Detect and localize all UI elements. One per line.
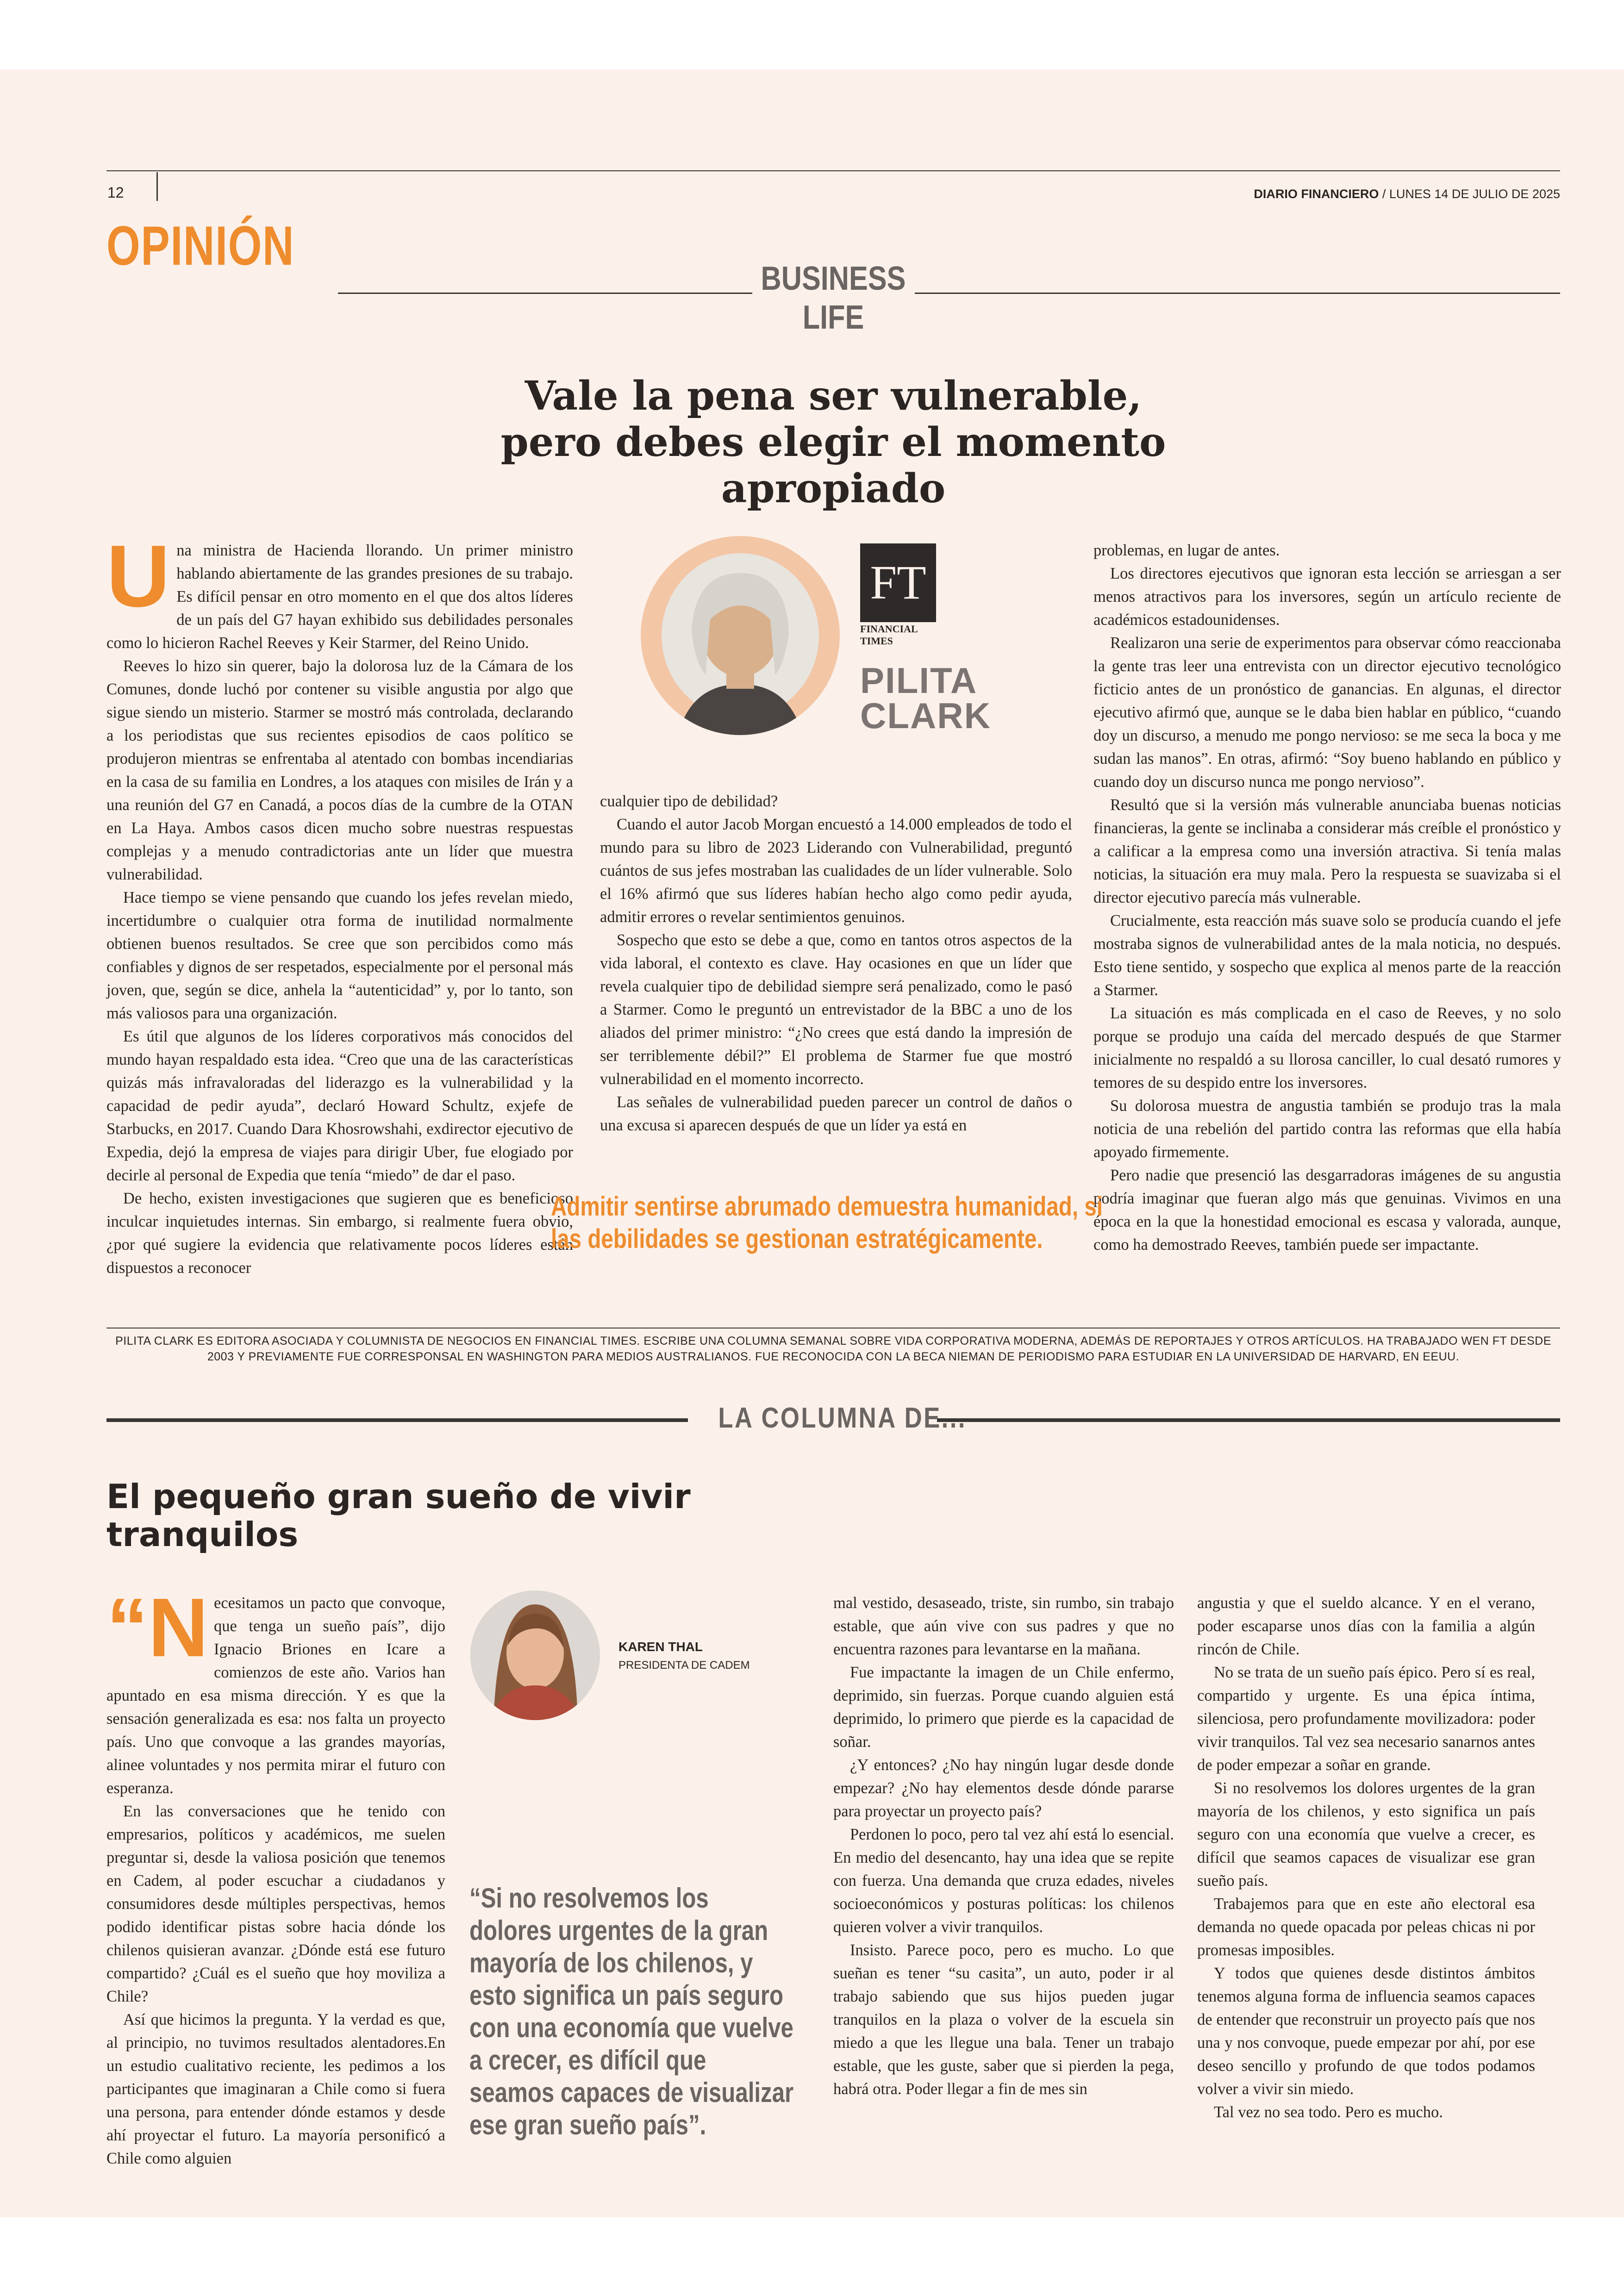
headline-line-2: pero debes elegir el momento <box>500 419 1166 466</box>
columnist-role: PRESIDENTA DE CADEM <box>618 1659 750 1671</box>
paragraph: Fue impactante la imagen de un Chile enfermo, deprimido, sin fuerzas. Porque cuando alguien está deprimido, lo primero que pierde es la capacidad de soñar. <box>833 1664 1174 1751</box>
kicker-line-2: LIFE <box>802 299 864 336</box>
article1-column-2 <box>600 790 1072 1137</box>
article1-column-3 <box>1093 539 1561 1256</box>
paragraph: mal vestido, desaseado, triste, sin rumbo, sin trabajo estable, que aún vive con sus padres y que no encuentra razones para levantarse en la mañana. <box>833 1594 1174 1658</box>
top-rule <box>106 170 1560 171</box>
paragraph: Realizaron una serie de experimentos para observar cómo reaccionaba la gente tras leer una entrevista con un director ejecutivo tecnológico ficticio antes de un pronóstico de ganancias. En algunas, el director ejecutivo afirmó que, aunque se le daba bien hablar en público, “cuando doy un discurso, a menudo me pongo nervioso: se me seca la boca y me sudan las manos”. En otras, afirmó: “Soy bueno hablando en público y cuando doy un discurso nunca me pongo nervioso”. <box>1093 634 1561 791</box>
paragraph: Los directores ejecutivos que ignoran esta lección se arriesgan a ser menos atractivos para los inversores, según un artículo reciente de académicos estadounidenses. <box>1093 565 1561 629</box>
paragraph: Si no resolvemos los dolores urgentes de la gran mayoría de los chilenos, y esto significa un país seguro con una economía que vuelve a crecer, es difícil que seamos capaces de visualizar ese gran sueño país. <box>1197 1779 1535 1890</box>
article2-column-1 <box>106 1581 445 2170</box>
article2-column-3 <box>833 1591 1174 2101</box>
author-photo <box>641 536 840 735</box>
ft-caption-line-1: FINANCIAL <box>860 623 918 635</box>
author-name-line-1: PILITA <box>860 660 978 701</box>
paragraph: na ministra de Hacienda llorando. Un primer ministro hablando abiertamente de las grandes presiones de su trabajo. Es difícil pensar en otro momento en el que dos altos líderes de un país del G7 hayan exhibido sus debilidades personales como lo hicieron Rachel Reeves y Keir Starmer, del Reino Unido. <box>106 542 573 652</box>
paragraph: Así que hicimos la pregunta. Y la verdad es que, al principio, no tuvimos resultados alentadores.En un estudio cualitativo reciente, les pedimos a los participantes que imaginaran a Chile como si fuera una persona, para entender dónde estamos y desde ahí proyectar el futuro. La mayoría personificó a Chile como alguien <box>106 2011 445 2167</box>
masthead <box>912 187 1560 201</box>
bio-line-1: PILITA CLARK ES EDITORA ASOCIADA Y COLUMNISTA DE NEGOCIOS EN FINANCIAL TIMES. ESCRIBE UNA COLUMNA SEMANAL SOBRE VIDA CORPORATIVA MODERNA, ADEMÁS DE REPORTAJES Y OTROS ARTÍCULOS. HA TRABAJADO WEN FT DESDE <box>115 1335 1551 1347</box>
paragraph: Perdonen lo poco, pero tal vez ahí está lo esencial. En medio del desencanto, hay una idea que se repite con fuerza. Una demanda que cruza edades, niveles socioeconómicos y posturas políticas: los chilenos quieren volver a vivir tranquilos. <box>833 1826 1174 1936</box>
paragraph: problemas, en lugar de antes. <box>1093 542 1280 559</box>
columnist-photo <box>470 1590 600 1720</box>
kicker-rule-right <box>915 293 1560 294</box>
column-headline-line-1: El pequeño gran sueño de vivir <box>106 1477 691 1516</box>
paragraph: Sospecho que esto se debe a que, como en tantos otros aspectos de la vida laboral, el contexto es clave. Hay ocasiones en que un líder que revela cualquier tipo de debilidad siempre será penalizado, como le pasó a Starmer. Como le preguntó un entrevistador de la BBC a uno de los aliados del primer ministro: “¿No crees que está dando la impresión de ser terriblemente débil?” El problema de Starmer fue que mostró vulnerabilidad en el momento incorrecto. <box>600 931 1072 1088</box>
columnist-name: KAREN THAL <box>618 1640 703 1654</box>
pull-quote-line-2: las debilidades se gestionan estratégicamente. <box>551 1224 1043 1254</box>
ft-logo-caption <box>860 623 918 647</box>
kicker-line-1: BUSINESS <box>761 260 906 297</box>
author-name-line-2: CLARK <box>860 695 991 736</box>
opening-quote-mark: “ <box>106 1581 148 1674</box>
paragraph: No se trata de un sueño país épico. Pero sí es real, compartido y urgente. Es una épica íntima, silenciosa, pero profundamente movilizadora: poder vivir tranquilos. Tal vez sea necesario sanarnos antes de poder empezar a soñar en grande. <box>1197 1664 1535 1774</box>
kicker-rule-left <box>338 293 752 294</box>
paragraph: Insisto. Parece poco, pero es mucho. Lo que sueñan es tener “su casita”, un auto, poder ir al trabajo sabiendo que sus hijos pueden jugar tranquilos en la plaza o volver de la escuela sin miedo a que les llegue una bala. Tener un trabajo estable, que les guste, saber que si pierden la pega, habrá otra. Poder llegar a fin de mes sin <box>833 1941 1174 2098</box>
folio-divider <box>156 172 158 201</box>
column-pull-quote: “Si no resolvemos los dolores urgentes de la gran mayoría de los chilenos, y esto significa un país seguro con una economía que vuelve a crecer, es difícil que seamos capaces de visualizar ese gran sueño país”. <box>469 1883 794 2140</box>
headline-line-1: Vale la pena ser vulnerable, <box>525 373 1142 419</box>
columnist-portrait-illustration <box>470 1590 600 1720</box>
ft-caption-line-2: TIMES <box>860 635 893 647</box>
masthead-date: / LUNES 14 DE JULIO DE 2025 <box>1379 187 1560 201</box>
paragraph: En las conversaciones que he tenido con empresarios, políticos y académicos, me suelen preguntar si, desde la valiosa posición que tenemos en Cadem, al poder escuchar a ciudadanos y consumidores desde múltiples perspectivas, hemos podido identificar pistas sobre hacia dónde los chilenos quisieran avanzar. ¿Dónde está ese futuro compartido? ¿Cuál es el sueño que hoy moviliza a Chile? <box>106 1802 445 2005</box>
paragraph: Y todos que quienes desde distintos ámbitos tenemos alguna forma de influencia seamos capaces de entender que reconstruir un proyecto país que nos una y nos convoque, puede empezar por ahí, por ese deseo sencillo y profundo de que todos podamos volver a vivir sin miedo. <box>1197 1964 1535 2098</box>
author-name <box>860 660 991 736</box>
paragraph: Pero nadie que presenció las desgarradoras imágenes de su angustia podría imaginar que fueran algo más que genuinas. Vivimos en una época en la que la honestidad emocional es escasa y valorada, aunque, como ha demostrado Reeves, también puede ser impactante. <box>1093 1166 1561 1254</box>
drop-cap-letter: N <box>148 1581 208 1674</box>
column-headline-line-2: tranquilos <box>106 1515 299 1554</box>
paragraph: Su dolorosa muestra de angustia también se produjo tras la mala noticia de una rebelión del partido contra las reformas que ella había apoyado firmemente. <box>1093 1097 1561 1161</box>
paragraph: Reeves lo hizo sin querer, bajo la dolorosa luz de la Cámara de los Comunes, donde luchó por contener su visible angustia por algo que sigue siendo un misterio. Starmer se mostró más controlada, declarando a los periodistas que sus recientes episodios de caos político se produjeron mientras se enfrentaba al atentado con bombas incendiarias en la casa de su familia en Londres, a los ataques con misiles de Irán y a una reunión del G7 en Canadá, a pocos días de la cumbre de la OTAN en La Haya. Ambos casos dicen mucho sobre nuestras respuestas complejas y a menudo contradictorias ante un líder que muestra vulnerabilidad. <box>106 657 573 883</box>
column-rule-right <box>937 1418 1560 1422</box>
kicker <box>755 259 912 337</box>
paragraph: La situación es más complicada en el caso de Reeves, y no solo porque se produjo una caída del mercado después de que Starmer inicialmente no respaldó a su llorosa canciller, lo cual desató rumores y temores de su despido entre los inversores. <box>1093 1004 1561 1091</box>
author-portrait-illustration <box>641 536 840 735</box>
column-rule-left <box>106 1418 688 1422</box>
paragraph: cualquier tipo de debilidad? <box>600 792 778 810</box>
paragraph: ¿Y entonces? ¿No hay ningún lugar desde donde empezar? ¿No hay elementos desde dónde pararse para proyectar un proyecto país? <box>833 1756 1174 1820</box>
bio-line-2: 2003 Y PREVIAMENTE FUE CORRESPONSAL EN WASHINGTON PARA MEDIOS AUSTRALIANOS. FUE RECONOCIDA CON LA BECA NIEMAN DE PERIODISMO PARA ESTUDIAR EN LA UNIVERSIDAD DE HARVARD, EN EEUU. <box>207 1350 1460 1363</box>
section-title: OPINIÓN <box>106 215 295 277</box>
paragraph: angustia y que el sueldo alcance. Y en el verano, poder escaparse unos días con la familia a algún rincón de Chile. <box>1197 1594 1535 1658</box>
paragraph: ecesitamos un pacto que convoque, que tenga un sueño país”, dijo Ignacio Briones en Icare a comienzos de este año. Varios han apuntado en esa misma dirección. Y es que la sensación generalizada es esa: nos falta un proyecto país. Uno que convoque a las grandes mayorías, alinee voluntades y nos permita mirar el futuro con esperanza. <box>106 1594 445 1797</box>
paragraph: Tal vez no sea todo. Pero es mucho. <box>1214 2103 1443 2121</box>
drop-cap: U <box>106 527 170 625</box>
article-headline <box>463 373 1204 512</box>
article2-column-4 <box>1197 1591 1535 2124</box>
drop-cap <box>106 1581 208 1674</box>
column-headline <box>106 1478 755 1553</box>
paragraph: De hecho, existen investigaciones que sugieren que es beneficioso inculcar inquietudes internas. Sin embargo, si realmente fuera obvio, ¿por qué sugiere la evidencia que relativamente pocos líderes están dispuestos a reconocer <box>106 1190 573 1277</box>
column-label: LA COLUMNA DE... <box>718 1402 967 1434</box>
paragraph: Resultó que si la versión más vulnerable anunciaba buenas noticias financieras, la gente se inclinaba a considerar más creíble el pronóstico y a calificar a la empresa como una inversión atractiva. Si tenía malas noticias, la situación era muy mala. Pero la respuesta se suavizaba si el director ejecutivo parecía más vulnerable. <box>1093 796 1561 906</box>
paragraph: Hace tiempo se viene pensando que cuando los jefes revelan miedo, incertidumbre o cualquier otra forma de inutilidad normalmente obtienen buenos resultados. Se cree que son percibidos como más confiables y dignos de ser respetados, especialmente por el personal más joven, que, según se dice, anhela la “autenticidad” y, por lo tanto, son más valiosos para una organización. <box>106 889 573 1022</box>
masthead-name: DIARIO FINANCIERO <box>1254 187 1379 201</box>
page-number: 12 <box>107 184 124 201</box>
pull-quote <box>551 1191 1109 1255</box>
pull-quote-line-1: Admitir sentirse abrumado demuestra humanidad, si <box>551 1191 1103 1222</box>
paragraph: Cuando el autor Jacob Morgan encuestó a 14.000 empleados de todo el mundo para su libro de 2023 Liderando con Vulnerabilidad, preguntó cuántos de sus jefes mostraban las cualidades de un líder vulnerable. Solo el 16% afirmó que sus líderes habían hecho algo como pedir ayuda, admitir errores o revelar sentimientos genuinos. <box>600 816 1072 926</box>
headline-line-3: apropiado <box>721 465 946 512</box>
ft-logo: FT <box>860 543 936 622</box>
article1-column-1 <box>106 527 573 1279</box>
author-bio <box>106 1333 1560 1365</box>
paragraph: Trabajemos para que en este año electoral esa demanda no quede opacada por peleas chicas ni por promesas imposibles. <box>1197 1895 1535 1959</box>
paragraph: Es útil que algunos de los líderes corporativos más conocidos del mundo hayan respaldado esta idea. “Creo que una de las características quizás más infravaloradas del liderazgo es la vulnerabilidad y la capacidad de pedir ayuda”, declaró Howard Schultz, exjefe de Starbucks, en 2017. Cuando Dara Khosrowshahi, exdirector ejecutivo de Expedia, dejó la empresa de viajes para dirigir Uber, fue elogiado por decirle al personal de Expedia que tenía “miedo” de dar el paso. <box>106 1028 573 1184</box>
paragraph: Crucialmente, esta reacción más suave solo se producía cuando el jefe mostraba signos de vulnerabilidad antes de la mala noticia, no después. Esto tiene sentido, y sospecho que explica al menos parte de la reacción a Starmer. <box>1093 912 1561 999</box>
paragraph: Las señales de vulnerabilidad pueden parecer un control de daños o una excusa si aparecen después de que un líder ya está en <box>600 1093 1072 1134</box>
